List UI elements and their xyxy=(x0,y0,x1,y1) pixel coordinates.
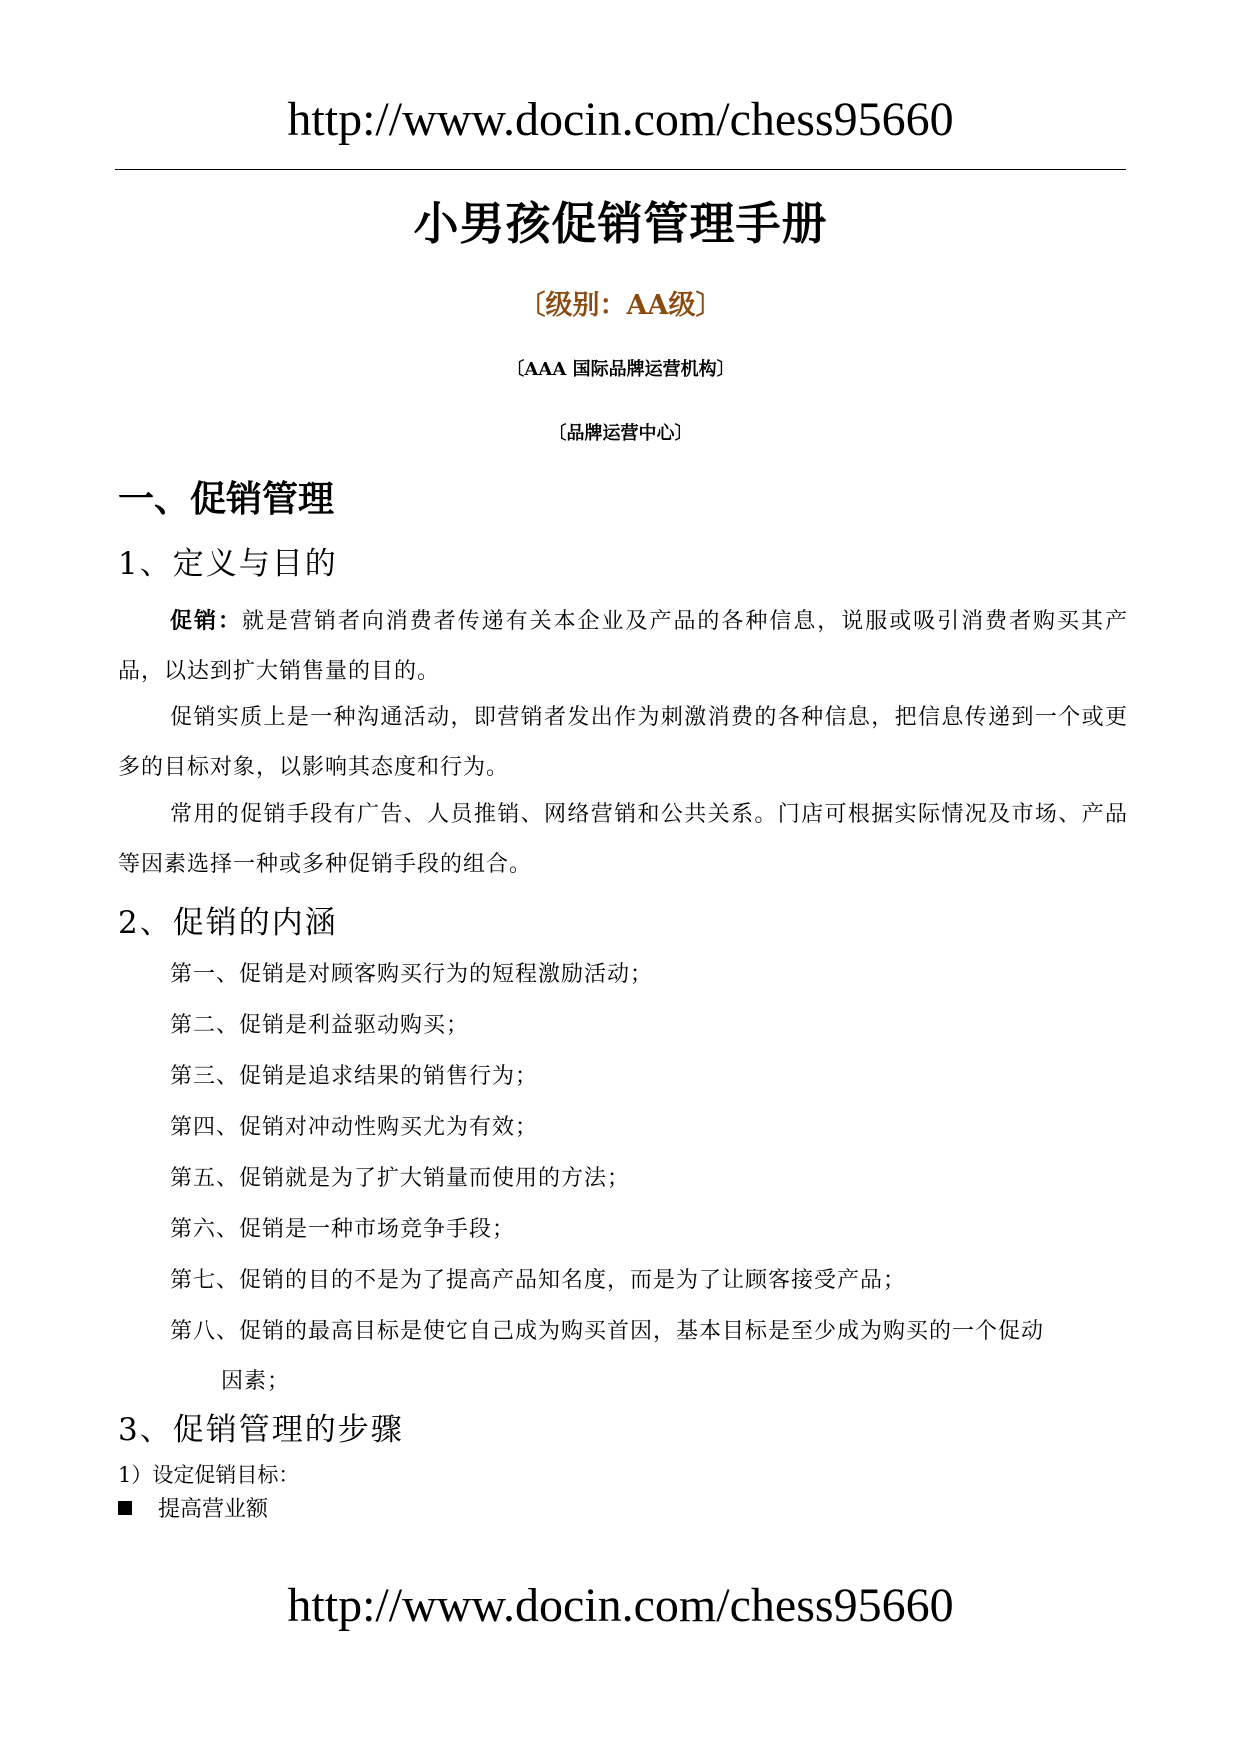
list-item: 第七、促销的目的不是为了提高产品知名度，而是为了让顾客接受产品； xyxy=(170,1268,907,1293)
document-title: 小男孩促销管理手册 xyxy=(413,197,828,250)
list-item: 第三、促销是追求结果的销售行为； xyxy=(170,1064,539,1089)
list-item: 第五、促销就是为了扩大销量而使用的方法； xyxy=(170,1166,631,1191)
paragraph-essence: 促销实质上是一种沟通活动，即营销者发出作为刺激消费的各种信息，把信息传递到一个或更多的目标对象，以影响其态度和行为。 xyxy=(118,705,1128,780)
bullet-text: 提高营业额 xyxy=(158,1497,269,1522)
list-item-text: 第八、促销的最高目标是使它自己成为购买首因，基本目标是至少成为购买的一个促动 xyxy=(170,1319,1045,1344)
subsection-heading-definition: 1、定义与目的 xyxy=(118,546,338,582)
square-bullet-icon xyxy=(118,1501,132,1515)
footer-url[interactable]: http://www.docin.com/chess95660 xyxy=(287,1579,954,1632)
header-url[interactable]: http://www.docin.com/chess95660 xyxy=(287,93,954,146)
list-item: 第一、促销是对顾客购买行为的短程激励活动； xyxy=(170,962,654,987)
paragraph-methods: 常用的促销手段有广告、人员推销、网络营销和公共关系。门店可根据实际情况及市场、产品等因素选择一种或多种促销手段的组合。 xyxy=(118,802,1128,877)
center-label: 〔品牌运营中心〕 xyxy=(548,423,693,444)
list-item: 第四、促销对冲动性购买尤为有效； xyxy=(170,1115,539,1140)
list-item: 第六、促销是一种市场竞争手段； xyxy=(170,1217,516,1242)
definition-text: 就是营销者向消费者传递有关本企业及产品的各种信息，说服或吸引消费者购买其产品，以达到扩大销售量的目的。 xyxy=(118,609,1128,684)
level-label: 〔级别：AA级〕 xyxy=(518,290,723,321)
list-item: 第二、促销是利益驱动购买； xyxy=(170,1013,470,1038)
bullet-item xyxy=(118,1493,268,1527)
organization-label: 〔AAA 国际品牌运营机构〕 xyxy=(506,359,735,380)
subsection-heading-connotation: 2、促销的内涵 xyxy=(118,905,338,941)
paragraph-definition xyxy=(118,596,1128,697)
step-label: 1）设定促销目标： xyxy=(118,1463,300,1487)
definition-term: 促销： xyxy=(170,608,242,634)
list-item-continuation: 因素； xyxy=(221,1369,291,1394)
subsection-heading-steps: 3、促销管理的步骤 xyxy=(118,1412,404,1448)
section-heading: 一、促销管理 xyxy=(118,479,335,520)
header-divider xyxy=(115,169,1126,170)
list-item xyxy=(170,1307,1130,1407)
